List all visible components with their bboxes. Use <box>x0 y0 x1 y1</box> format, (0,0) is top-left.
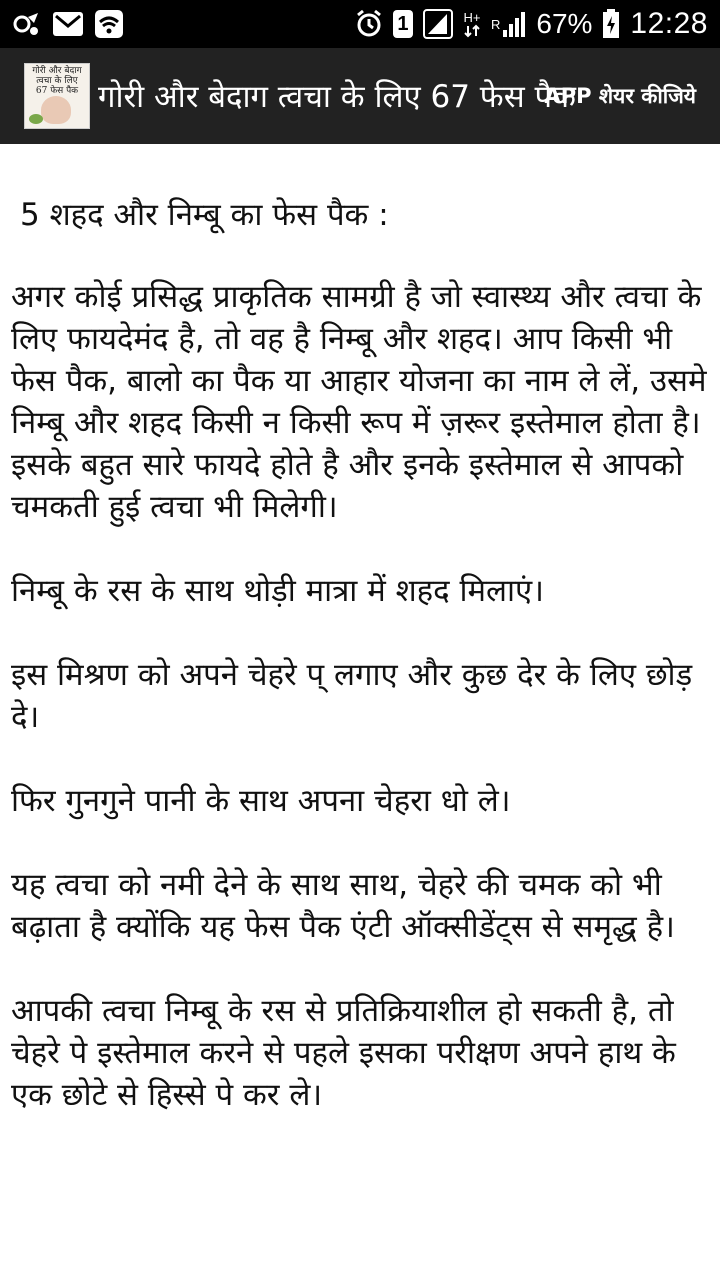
app-icon <box>24 63 90 129</box>
hplus-data-icon: H+ <box>463 11 481 38</box>
article-paragraph: अगर कोई प्रसिद्ध प्राकृतिक सामग्री है जो स्वास्थ्य और त्वचा के लिए फायदेमंद है, तो वह है निम्बू और शहद। आप किसी भी फेस पैक, बालो का पैक या आहार योजना का नाम ले लें, उसमे निम्बू और शहद किसी न किसी रूप में ज़रूर इस्तेमाल होता है। इसके बहुत सारे फायदे होते है और इनके इस्तेमाल से आपको चमकती हुई त्वचा भी मिलेगी। <box>11 279 707 525</box>
article-paragraph: फिर गुनगुने पानी के साथ अपना चेहरा धो ले। <box>11 783 511 819</box>
signal-r-icon: R <box>491 10 526 38</box>
face-illustration <box>41 96 71 124</box>
alarm-icon <box>355 9 383 39</box>
article-paragraph: आपकी त्वचा निम्बू के रस से प्रतिक्रियाशील हो सकती है, तो चेहरे पे इस्तेमाल करने से पहले इसका परीक्षण अपने हाथ के एक छोटे से हिस्से पे कर ले। <box>11 993 676 1113</box>
battery-percent: 67% <box>536 8 593 39</box>
wifi-icon <box>94 9 124 39</box>
app-title: गोरी और बेदाग त्वचा के लिए 67 फेस पैक <box>98 79 576 115</box>
app-toolbar <box>0 48 720 144</box>
app-icon-caption: गोरी और बेदाग त्वचा के लिए 67 फेस पैक <box>32 66 82 96</box>
leaf-illustration <box>29 114 43 124</box>
status-bar-right <box>355 7 708 41</box>
article-heading: 5 शहद और निम्बू का फेस पैक : <box>20 197 389 233</box>
battery-charging-icon <box>602 9 620 39</box>
sim-1-icon: 1 <box>393 10 413 38</box>
signal-icon <box>423 9 453 39</box>
article-paragraph: यह त्वचा को नमी देने के साथ साथ, चेहरे की चमक को भी बढ़ाता है क्योंकि यह फेस पैक एंटी ऑक्सीडेंट्स से समृद्ध है। <box>11 867 675 945</box>
gmail-icon <box>52 10 84 38</box>
article-content <box>0 144 720 1280</box>
app-notification-icon <box>12 9 42 39</box>
status-bar-left <box>12 9 124 39</box>
status-bar <box>0 0 720 48</box>
share-app-button[interactable]: APP शेयर कीजिये <box>544 84 696 108</box>
article-paragraph: इस मिश्रण को अपने चेहरे प् लगाए और कुछ देर के लिए छोड़ दे। <box>11 657 693 735</box>
article-paragraph: निम्बू के रस के साथ थोड़ी मात्रा में शहद मिलाएं। <box>11 573 544 609</box>
clock: 12:28 <box>630 7 708 40</box>
